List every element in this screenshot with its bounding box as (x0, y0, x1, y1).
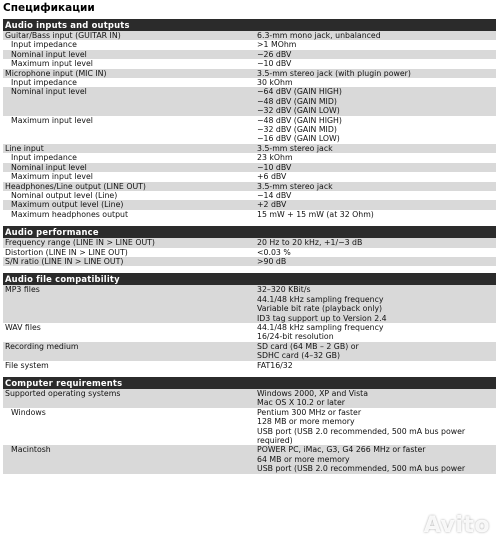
spec-row (3, 238, 496, 247)
spec-value (255, 59, 496, 68)
spec-label: Nominal input level (11, 49, 87, 59)
spec-value (255, 182, 496, 191)
spec-row (3, 153, 496, 162)
spec-row (3, 31, 496, 40)
spec-value-line: −10 dBV (257, 162, 292, 172)
spec-row (3, 116, 496, 144)
section-header: Audio performance (3, 226, 496, 238)
spec-label: Maximum input level (11, 59, 93, 69)
spec-value-line: −16 dBV (GAIN LOW) (257, 134, 340, 144)
spec-label: File system (5, 360, 49, 370)
spec-value-line: >90 dB (257, 256, 287, 266)
spec-value (255, 445, 496, 473)
page-title: Спецификации (3, 2, 95, 14)
spec-value (255, 248, 496, 257)
spec-value (255, 69, 496, 78)
spec-row (3, 285, 496, 323)
spec-value (255, 361, 496, 370)
spec-label: Maximum headphones output (11, 209, 129, 219)
spec-label: Supported operating systems (5, 389, 121, 398)
spec-value-line: −48 dBV (GAIN MID) (257, 96, 337, 106)
spec-label: Guitar/Bass input (GUITAR IN) (5, 31, 121, 40)
spec-value-line: 44.1/48 kHz sampling frequency (257, 294, 384, 304)
spec-value (255, 144, 496, 153)
spec-value-line: Variable bit rate (playback only) (257, 304, 383, 314)
spec-label: Headphones/Line output (LINE OUT) (5, 181, 146, 191)
spec-row (3, 389, 496, 408)
spec-label: WAV files (5, 322, 41, 332)
spec-value (255, 78, 496, 87)
spec-row (3, 408, 496, 446)
spec-value-line: required) (257, 436, 293, 446)
spec-value (255, 153, 496, 162)
spec-value (255, 210, 496, 219)
spec-row (3, 172, 496, 181)
spec-value-line: FAT16/32 (257, 360, 293, 370)
spec-value-line: 44.1/48 kHz sampling frequency (257, 322, 384, 332)
spec-value-line: SDHC card (4–32 GB) (257, 351, 341, 361)
spec-label: Windows (11, 407, 46, 417)
spec-value (255, 191, 496, 200)
spec-value-line: +2 dBV (257, 200, 287, 210)
spec-value (255, 408, 496, 446)
spec-sheet (3, 19, 496, 481)
section-header: Audio inputs and outputs (3, 19, 496, 31)
spec-label: Nominal input level (11, 87, 87, 97)
spec-value-line: −64 dBV (GAIN HIGH) (257, 87, 342, 97)
spec-row (3, 248, 496, 257)
spec-value-line: 15 mW + 15 mW (at 32 Ohm) (257, 209, 374, 219)
spec-label: Nominal output level (Line) (11, 190, 118, 200)
spec-row (3, 210, 496, 219)
spec-value (255, 163, 496, 172)
spec-label: Input impedance (11, 78, 77, 88)
spec-row (3, 59, 496, 68)
spec-value-line: 64 MB or more memory (257, 454, 350, 464)
spec-value-line: 128 MB or more memory (257, 417, 355, 427)
spec-row (3, 200, 496, 209)
spec-value (255, 257, 496, 266)
spec-value-line: 3.5-mm stereo jack (with plugin power) (257, 68, 411, 78)
spec-row (3, 182, 496, 191)
spec-label: Microphone input (MIC IN) (5, 68, 107, 78)
spec-value-line: −14 dBV (257, 190, 292, 200)
spec-value (255, 116, 496, 144)
spec-label: Maximum output level (Line) (11, 200, 124, 210)
section-header: Audio file compatibility (3, 273, 496, 285)
spec-value (255, 342, 496, 361)
spec-value (255, 285, 496, 323)
spec-row (3, 257, 496, 266)
spec-value-line: 32–320 KBit/s (257, 285, 311, 295)
spec-value-line: Pentium 300 MHz or faster (257, 407, 362, 417)
spec-value-line: 20 Hz to 20 kHz, +1/−3 dB (257, 238, 363, 248)
spec-row (3, 163, 496, 172)
spec-label: S/N ratio (LINE IN > LINE OUT) (5, 256, 124, 266)
spec-value-line: −32 dBV (GAIN MID) (257, 125, 337, 135)
spec-row (3, 40, 496, 49)
spec-label: Frequency range (LINE IN > LINE OUT) (5, 238, 155, 248)
spec-value (255, 323, 496, 342)
spec-value (255, 31, 496, 40)
spec-section (3, 377, 496, 474)
spec-value (255, 87, 496, 115)
spec-row (3, 87, 496, 115)
spec-value-line: POWER PC, iMac, G3, G4 266 MHz or faster (257, 445, 426, 455)
spec-value-line: 3.5-mm stereo jack (257, 181, 333, 191)
spec-row (3, 323, 496, 342)
spec-label: Maximum input level (11, 115, 93, 125)
spec-value-line: >1 MOhm (257, 40, 297, 50)
spec-value (255, 238, 496, 247)
spec-value (255, 172, 496, 181)
spec-row (3, 445, 496, 473)
spec-value (255, 389, 496, 408)
spec-value-line: +6 dBV (257, 172, 287, 182)
spec-value-line: 23 kOhm (257, 153, 293, 163)
spec-value-line: USB port (USB 2.0 recommended, 500 mA bus power (257, 426, 466, 436)
spec-row (3, 191, 496, 200)
spec-value-line: Windows 2000, XP and Vista (257, 389, 368, 398)
spec-label: Input impedance (11, 153, 77, 163)
spec-label: Line input (5, 143, 44, 153)
spec-label: Distortion (LINE IN > LINE OUT) (5, 247, 128, 257)
spec-value-line: SD card (64 MB – 2 GB) or (257, 341, 359, 351)
spec-value (255, 200, 496, 209)
spec-row (3, 144, 496, 153)
spec-value-line: −10 dBV (257, 59, 292, 69)
spec-label: Macintosh (11, 445, 51, 455)
spec-value-line: ID3 tag support up to Version 2.4 (257, 313, 387, 323)
spec-row (3, 342, 496, 361)
spec-value-line: 6.3-mm mono jack, unbalanced (257, 31, 381, 40)
spec-label: Recording medium (5, 341, 79, 351)
spec-section (3, 19, 496, 219)
spec-value-line: 16/24-bit resolution (257, 332, 334, 342)
spec-value (255, 40, 496, 49)
spec-label: Input impedance (11, 40, 77, 50)
spec-row (3, 69, 496, 78)
spec-section (3, 273, 496, 370)
spec-value (255, 50, 496, 59)
avito-watermark: Avito (423, 513, 490, 538)
spec-value-line: Mac OS X 10.2 or later (257, 398, 345, 408)
spec-value-line: −32 dBV (GAIN LOW) (257, 106, 340, 116)
spec-value-line: −26 dBV (257, 49, 292, 59)
spec-row (3, 361, 496, 370)
spec-value-line: USB port (USB 2.0 recommended, 500 mA bus power (257, 464, 466, 474)
spec-value-line: 30 kOhm (257, 78, 293, 88)
spec-row (3, 50, 496, 59)
section-header: Computer requirements (3, 377, 496, 389)
spec-value-line: <0.03 % (257, 247, 291, 257)
spec-label: Nominal input level (11, 162, 87, 172)
spec-row (3, 78, 496, 87)
spec-label: Maximum input level (11, 172, 93, 182)
spec-value-line: −48 dBV (GAIN HIGH) (257, 115, 342, 125)
spec-section (3, 226, 496, 266)
spec-label: MP3 files (5, 285, 40, 295)
spec-value-line: 3.5-mm stereo jack (257, 143, 333, 153)
